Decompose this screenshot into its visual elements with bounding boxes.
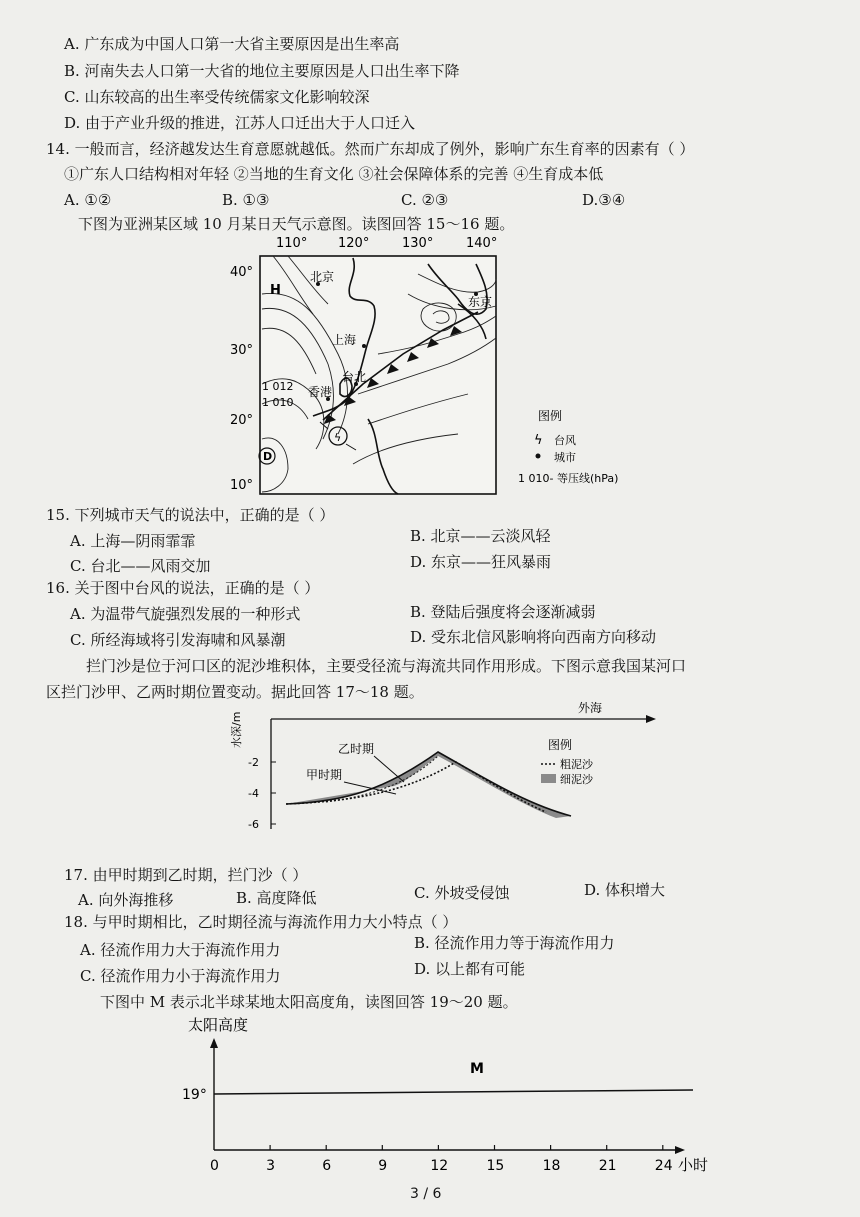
q18-option-b: B. 径流作用力等于海流作用力 [414, 934, 615, 952]
fine-sand-fill [286, 752, 571, 818]
x-tick-label: 24 [654, 1158, 673, 1174]
map-legend-title: 图例 [538, 409, 563, 423]
period-b-label: 乙时期 [338, 742, 375, 756]
series-label-m: M [470, 1061, 484, 1077]
city-label: 香港 [308, 385, 333, 399]
intro-19-20: 下图中 M 表示北半球某地太阳高度角，读图回答 19～20 题。 [100, 993, 518, 1011]
city-label: 北京 [310, 270, 335, 284]
lat-label: 40° [230, 265, 254, 280]
city-dot [362, 344, 366, 348]
page-number: 3 / 6 [410, 1186, 442, 1202]
lon-label: 110° [276, 236, 308, 251]
q14-option-c: C. ②③ [401, 191, 449, 209]
y-axis-label: 水深/m [230, 711, 243, 748]
sandbar-legend-title: 图例 [548, 738, 573, 752]
q15-option-b: B. 北京——云淡风轻 [410, 527, 551, 545]
legend-coarse-label: 粗泥沙 [560, 758, 593, 771]
intro-17-18-line1: 拦门沙是位于河口区的泥沙堆积体，主要受径流与海流共同作用形成。下图示意我国某河口 [86, 657, 687, 675]
y-axis-label: 太阳高度 [188, 1016, 249, 1034]
q16-option-d: D. 受东北信风影响将向西南方向移动 [410, 628, 657, 646]
q14-option-d: D.③④ [582, 191, 626, 209]
lon-label: 120° [338, 236, 370, 251]
legend-city-label: 城市 [554, 451, 576, 464]
q16-option-a: A. 为温带气旋强烈发展的一种形式 [70, 605, 301, 623]
y-axis-arrow [210, 1038, 218, 1048]
x-tick-label: 21 [598, 1158, 617, 1174]
q15-stem: 15. 下列城市天气的说法中，正确的是（ ） [46, 506, 335, 524]
x-tick-label: 9 [378, 1158, 388, 1174]
period-a-label: 甲时期 [306, 768, 343, 782]
legend-typhoon-icon: ϟ [534, 433, 543, 448]
x-tick-label: 0 [210, 1158, 219, 1174]
legend-city-icon [536, 454, 541, 459]
y-tick: -2 [248, 756, 259, 769]
y-tick-label: 19° [182, 1087, 207, 1103]
lon-label: 140° [466, 236, 498, 251]
q15-option-a: A. 上海—阴雨霏霏 [70, 532, 196, 550]
legend-typhoon-label: 台风 [554, 434, 576, 447]
q16-option-b: B. 登陆后强度将会逐渐减弱 [410, 603, 596, 621]
legend-fine-label: 细泥沙 [560, 773, 593, 786]
q17-option-c: C. 外坡受侵蚀 [414, 884, 510, 902]
x-tick-label: 6 [322, 1158, 332, 1174]
q18-option-c: C. 径流作用力小于海流作用力 [80, 967, 281, 985]
x-axis-label: 小时 [678, 1156, 709, 1174]
city-label: 台北 [342, 370, 367, 384]
q14-stem: 14. 一般而言，经济越发达生育意愿就越低。然而广东却成了例外，影响广东生育率的因素有（ ） [46, 140, 695, 158]
legend-fine-swatch [541, 774, 556, 783]
x-tick-label: 3 [266, 1158, 276, 1174]
q17-option-b: B. 高度降低 [236, 889, 317, 907]
x-tick-label: 12 [430, 1158, 449, 1174]
sun-altitude-chart [170, 1010, 730, 1175]
q14-option-a: A. ①② [64, 191, 112, 209]
q16-stem: 16. 关于图中台风的说法，正确的是（ ） [46, 579, 320, 597]
sandbar-diagram [226, 694, 656, 854]
q13-option-a: A. 广东成为中国人口第一大省主要原因是出生率高 [64, 35, 400, 53]
intro-15-16: 下图为亚洲某区域 10 月某日天气示意图。读图回答 15～16 题。 [78, 215, 515, 233]
high-pressure-label: H [270, 283, 281, 298]
y-tick: -4 [248, 787, 259, 800]
lon-label: 130° [402, 236, 434, 251]
q16-option-c: C. 所经海域将引发海啸和风暴潮 [70, 631, 286, 649]
lat-label: 20° [230, 413, 254, 428]
x-tick-label: 15 [486, 1158, 505, 1174]
q13-option-c: C. 山东较高的出生率受传统儒家文化影响较深 [64, 88, 370, 106]
q17-stem: 17. 由甲时期到乙时期，拦门沙（ ） [64, 866, 308, 884]
low-pressure-label: D [263, 450, 273, 463]
x-axis-label: 外海 [578, 701, 603, 715]
lat-label: 10° [230, 478, 254, 493]
x-tick-label: 18 [542, 1158, 561, 1174]
typhoon-icon: ϟ [334, 431, 342, 444]
q17-option-a: A. 向外海推移 [78, 891, 174, 909]
q15-option-d: D. 东京——狂风暴雨 [410, 553, 552, 571]
y-tick: -6 [248, 818, 259, 831]
weather-map [228, 234, 648, 500]
q14-factors: ①广东人口结构相对年轻 ②当地的生育文化 ③社会保障体系的完善 ④生育成本低 [64, 165, 604, 183]
q18-stem: 18. 与甲时期相比，乙时期径流与海流作用力大小特点（ ） [64, 913, 458, 931]
q14-option-b: B. ①③ [222, 191, 270, 209]
q13-option-d: D. 由于产业升级的推进，江苏人口迁出大于人口迁入 [64, 114, 416, 132]
q15-option-c: C. 台北——风雨交加 [70, 557, 211, 575]
x-axis-arrow [646, 715, 656, 723]
q17-option-d: D. 体积增大 [584, 881, 666, 899]
intro-17-18-line2: 区拦门沙甲、乙两时期位置变动。据此回答 17～18 题。 [46, 683, 424, 701]
x-axis-arrow [675, 1146, 685, 1154]
city-label: 上海 [332, 333, 357, 347]
period-b-leader [374, 756, 404, 782]
q18-option-d: D. 以上都有可能 [414, 960, 526, 978]
series-line-m [214, 1090, 693, 1094]
q13-option-b: B. 河南失去人口第一大省的地位主要原因是人口出生率下降 [64, 62, 460, 80]
isobar-label: 1 012 [262, 380, 294, 393]
lat-label: 30° [230, 343, 254, 358]
q18-option-a: A. 径流作用力大于海流作用力 [80, 941, 281, 959]
city-label: 东京 [468, 295, 493, 309]
isobar-label: 1 010 [262, 396, 294, 409]
map-frame [260, 256, 496, 494]
legend-isobar-label: 1 010- 等压线(hPa) [518, 472, 619, 485]
